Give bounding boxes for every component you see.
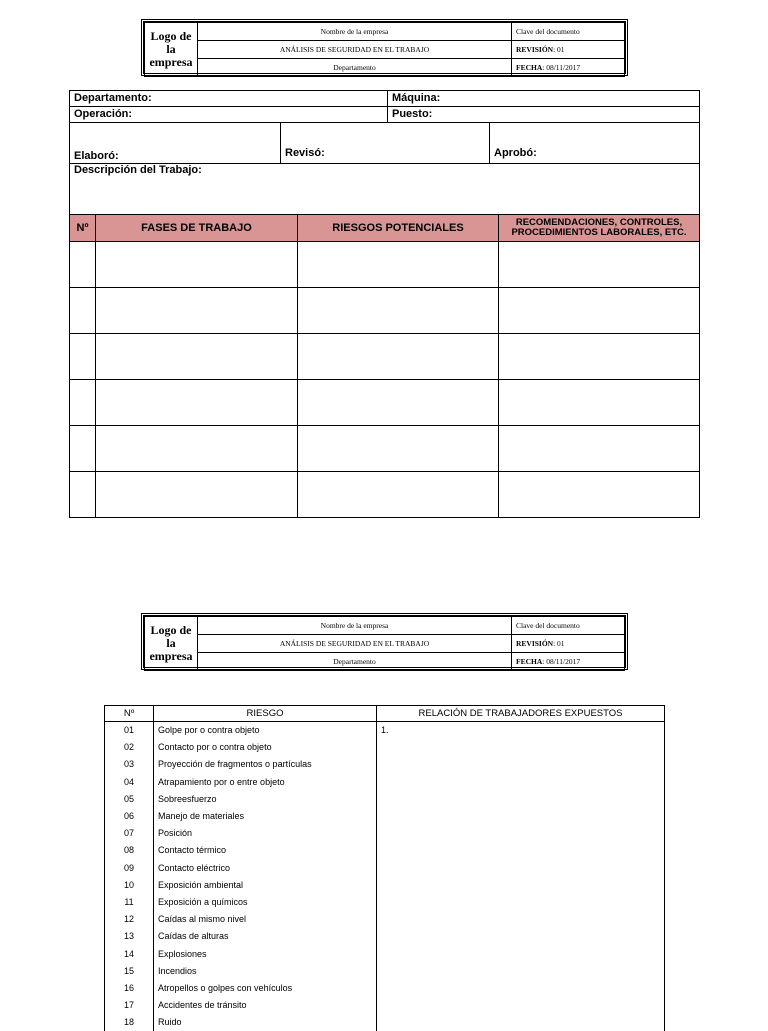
- date-value: : 08/11/2017: [542, 656, 581, 666]
- exposed-workers-cell[interactable]: [377, 756, 665, 773]
- riesgos-cell[interactable]: [298, 288, 499, 334]
- risk-name: Caídas de alturas: [154, 928, 377, 945]
- riesgos-cell[interactable]: [298, 334, 499, 380]
- table-row: [105, 791, 665, 808]
- risk-number: 18: [105, 1014, 154, 1031]
- table-row: [105, 980, 665, 997]
- header-line: PROCEDIMIENTOS LABORALES, ETC.: [511, 227, 687, 238]
- exposed-workers-cell[interactable]: [377, 808, 665, 825]
- risk-name: Ruido: [154, 1014, 377, 1031]
- col-header-n: Nº: [105, 706, 154, 722]
- job-safety-form: [69, 90, 700, 518]
- n-cell[interactable]: [70, 242, 96, 288]
- exposed-workers-cell[interactable]: [377, 825, 665, 842]
- risk-number: 02: [105, 739, 154, 756]
- risk-number: 17: [105, 997, 154, 1014]
- department: Departamento: [198, 59, 512, 77]
- risk-number: 01: [105, 722, 154, 740]
- table-row: [105, 774, 665, 791]
- risk-number: 11: [105, 894, 154, 911]
- riesgos-cell[interactable]: [298, 380, 499, 426]
- risk-number: 10: [105, 877, 154, 894]
- exposed-workers-cell[interactable]: [377, 997, 665, 1014]
- risk-name: Atropellos o golpes con vehículos: [154, 980, 377, 997]
- risk-name: Exposición a químicos: [154, 894, 377, 911]
- table-row: [105, 894, 665, 911]
- logo-text: Logo de: [150, 29, 192, 43]
- risk-name: Contacto eléctrico: [154, 860, 377, 877]
- table-row: [70, 426, 700, 472]
- table-row: [70, 334, 700, 380]
- revision: [512, 635, 625, 653]
- risk-number: 09: [105, 860, 154, 877]
- table-row: [105, 911, 665, 928]
- exposed-workers-cell[interactable]: [377, 842, 665, 859]
- risk-name: Exposición ambiental: [154, 877, 377, 894]
- risk-name: Golpe por o contra objeto: [154, 722, 377, 740]
- n-cell[interactable]: [70, 380, 96, 426]
- risk-name: Contacto por o contra objeto: [154, 739, 377, 756]
- exposed-workers-cell[interactable]: [377, 928, 665, 945]
- date: [512, 653, 625, 671]
- maquina-field[interactable]: Máquina:: [392, 92, 441, 104]
- document-header-top: [141, 19, 628, 76]
- table-row: [105, 860, 665, 877]
- table-row: [70, 288, 700, 334]
- table-row: [105, 739, 665, 756]
- document-header-bottom: [141, 613, 628, 670]
- table-row: [105, 997, 665, 1014]
- document-key: Clave del documento: [512, 23, 625, 41]
- revision-value: : 01: [553, 638, 565, 648]
- fases-cell[interactable]: [96, 334, 298, 380]
- logo-text: Logo de: [150, 623, 192, 637]
- risk-name: Incendios: [154, 963, 377, 980]
- table-row: [70, 472, 700, 518]
- n-cell[interactable]: [70, 472, 96, 518]
- document-title: ANÁLISIS DE SEGURIDAD EN EL TRABAJO: [198, 41, 512, 59]
- exposed-workers-cell[interactable]: [377, 980, 665, 997]
- logo-text: empresa: [149, 649, 193, 663]
- table-row: [105, 722, 665, 740]
- risk-number: 08: [105, 842, 154, 859]
- exposed-workers-cell[interactable]: [377, 894, 665, 911]
- logo-text: la: [166, 636, 176, 650]
- risk-number: 16: [105, 980, 154, 997]
- company-name: Nombre de la empresa: [198, 23, 512, 41]
- n-cell[interactable]: [70, 288, 96, 334]
- exposed-workers-cell[interactable]: [377, 860, 665, 877]
- col-header-relacion: RELACIÓN DE TRABAJADORES EXPUESTOS: [377, 706, 665, 722]
- fases-table: [69, 214, 700, 518]
- exposed-workers-cell[interactable]: [377, 791, 665, 808]
- document-title: ANÁLISIS DE SEGURIDAD EN EL TRABAJO: [198, 635, 512, 653]
- recomendaciones-cell[interactable]: [499, 334, 700, 380]
- riesgos-cell[interactable]: [298, 242, 499, 288]
- risk-name: Explosiones: [154, 945, 377, 962]
- fases-cell[interactable]: [96, 288, 298, 334]
- table-row: [105, 756, 665, 773]
- logo-text: la: [166, 42, 176, 56]
- date: [512, 59, 625, 77]
- fases-cell[interactable]: [96, 380, 298, 426]
- risk-number: 04: [105, 774, 154, 791]
- department: Departamento: [198, 653, 512, 671]
- risk-number: 13: [105, 928, 154, 945]
- revision-label: REVISIÓN: [516, 638, 554, 648]
- exposed-workers-cell[interactable]: [377, 963, 665, 980]
- departamento-field[interactable]: Departamento:: [70, 91, 388, 106]
- risk-name: Manejo de materiales: [154, 808, 377, 825]
- table-row: [105, 825, 665, 842]
- exposed-workers-cell[interactable]: [377, 774, 665, 791]
- descripcion-label: Descripción del Trabajo:: [74, 164, 202, 176]
- table-row: [105, 945, 665, 962]
- table-row: [105, 842, 665, 859]
- date-label: FECHA: [516, 62, 543, 72]
- fases-cell[interactable]: [96, 242, 298, 288]
- risk-name: Caídas al mismo nivel: [154, 911, 377, 928]
- company-name: Nombre de la empresa: [198, 617, 512, 635]
- aprobo-field[interactable]: [490, 123, 699, 163]
- operacion-field[interactable]: Operación:: [70, 107, 388, 122]
- table-row: [105, 963, 665, 980]
- date-label: FECHA: [516, 656, 543, 666]
- elaboro-field[interactable]: [70, 123, 281, 163]
- header-line: RECOMENDACIONES, CONTROLES,: [515, 217, 683, 228]
- risk-number: 06: [105, 808, 154, 825]
- n-cell[interactable]: [70, 426, 96, 472]
- riesgos-cell[interactable]: [298, 472, 499, 518]
- col-header-riesgos: RIESGOS POTENCIALES: [298, 215, 499, 242]
- table-row: [70, 242, 700, 288]
- recomendaciones-cell[interactable]: [499, 472, 700, 518]
- risk-table: [104, 705, 665, 1031]
- risk-name: Atrapamiento por o entre objeto: [154, 774, 377, 791]
- logo-placeholder: [145, 23, 198, 77]
- aprobo-label: Aprobó:: [494, 147, 537, 159]
- revision: [512, 41, 625, 59]
- table-row: [105, 808, 665, 825]
- table-row: [105, 928, 665, 945]
- revision-label: REVISIÓN: [516, 44, 554, 54]
- risk-number: 03: [105, 756, 154, 773]
- descripcion-field[interactable]: [70, 164, 699, 214]
- col-header-riesgo: RIESGO: [154, 706, 377, 722]
- document-key: Clave del documento: [512, 617, 625, 635]
- exposed-workers-cell[interactable]: 1.: [377, 722, 665, 740]
- exposed-workers-cell[interactable]: [377, 739, 665, 756]
- logo-placeholder: [145, 617, 198, 671]
- recomendaciones-cell[interactable]: [499, 288, 700, 334]
- risk-name: Proyección de fragmentos o partículas: [154, 756, 377, 773]
- n-cell[interactable]: [70, 334, 96, 380]
- exposed-workers-cell[interactable]: [377, 911, 665, 928]
- table-row: [105, 877, 665, 894]
- fases-cell[interactable]: [96, 426, 298, 472]
- risk-number: 07: [105, 825, 154, 842]
- col-header-fases: FASES DE TRABAJO: [96, 215, 298, 242]
- risk-number: 05: [105, 791, 154, 808]
- logo-text: empresa: [149, 55, 193, 69]
- risk-number: 15: [105, 963, 154, 980]
- recomendaciones-cell[interactable]: [499, 242, 700, 288]
- elaboro-label: Elaboró:: [74, 150, 119, 162]
- table-row: [105, 1014, 665, 1031]
- risk-number: 14: [105, 945, 154, 962]
- reviso-field[interactable]: [281, 123, 490, 163]
- exposed-workers-cell[interactable]: [377, 945, 665, 962]
- riesgos-cell[interactable]: [298, 426, 499, 472]
- col-header-recomendaciones: [499, 215, 700, 242]
- risk-name: Contacto térmico: [154, 842, 377, 859]
- puesto-field[interactable]: Puesto:: [392, 108, 433, 120]
- risk-name: Posición: [154, 825, 377, 842]
- recomendaciones-cell[interactable]: [499, 426, 700, 472]
- risk-name: Accidentes de tránsito: [154, 997, 377, 1014]
- exposed-workers-cell[interactable]: [377, 877, 665, 894]
- table-row: [70, 380, 700, 426]
- fases-cell[interactable]: [96, 472, 298, 518]
- exposed-workers-cell[interactable]: [377, 1014, 665, 1031]
- date-value: : 08/11/2017: [542, 62, 581, 72]
- revision-value: : 01: [553, 44, 565, 54]
- risk-number: 12: [105, 911, 154, 928]
- risk-name: Sobreesfuerzo: [154, 791, 377, 808]
- reviso-label: Revisó:: [285, 147, 325, 159]
- recomendaciones-cell[interactable]: [499, 380, 700, 426]
- col-header-n: Nº: [70, 215, 96, 242]
